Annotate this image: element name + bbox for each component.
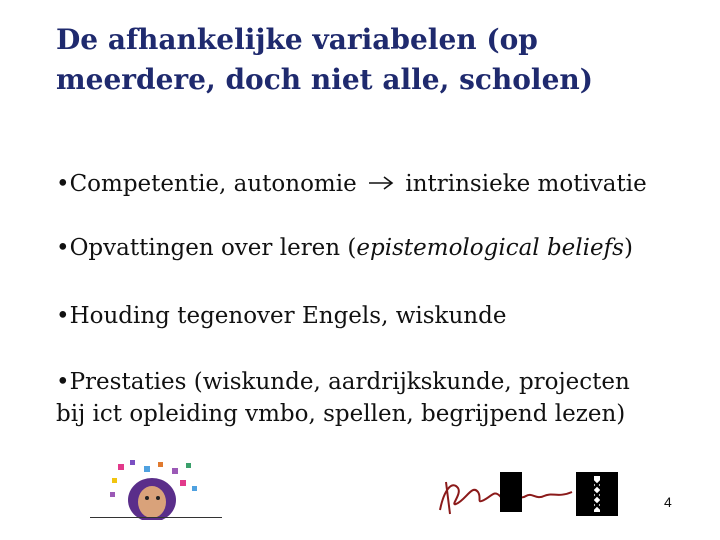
face-logo-icon	[108, 460, 200, 520]
slide-title	[56, 20, 676, 100]
bullet-text-line-1: •Prestaties (wiskunde, aardrijkskunde, projecten	[56, 369, 630, 395]
slide-title-line-2: meerdere, doch niet alle, scholen)	[56, 63, 593, 96]
right-arrow-icon	[368, 176, 394, 190]
bullet-text: intrinsieke motivatie	[398, 171, 647, 197]
bullet-prestaties	[56, 366, 630, 430]
bullet-text: •Houding tegenover Engels, wiskunde	[56, 303, 507, 329]
page-number: 4	[664, 494, 672, 510]
bullet-text-line-2: bij ict opleiding vmbo, spellen, begrijpend lezen)	[56, 401, 626, 427]
logo-underline	[90, 517, 222, 518]
bullet-opvattingen	[56, 232, 633, 264]
bullet-competentie	[56, 168, 647, 200]
university-logo-icon	[576, 472, 618, 516]
bullet-emphasis: epistemological beliefs	[356, 235, 624, 261]
bullet-text: )	[623, 235, 633, 261]
slide-title-line-1: De afhankelijke variabelen (op	[56, 23, 538, 56]
bullet-text: •Opvattingen over leren (	[56, 235, 357, 261]
bullet-text: •Competentie, autonomie	[56, 171, 365, 197]
logo-bar-left	[500, 472, 522, 512]
bullet-houding	[56, 300, 506, 332]
